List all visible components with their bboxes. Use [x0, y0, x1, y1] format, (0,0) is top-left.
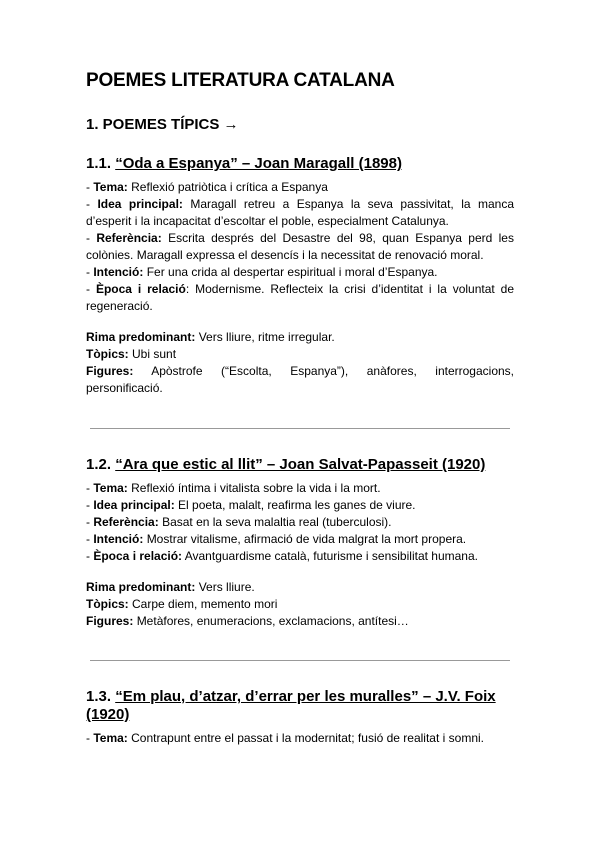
extra-label: Tòpics: — [86, 597, 129, 611]
field-label: Tema: — [93, 731, 128, 745]
field-tema: - Tema: Reflexió íntima i vitalista sobre la vida i la mort. — [86, 481, 381, 495]
field-intencio: - Intenció: Fer una crida al despertar espiritual i moral d’Espanya. — [86, 265, 438, 279]
field-text: El poeta, malalt, reafirma les ganes de viure. — [178, 498, 416, 512]
extra-figures — [86, 363, 514, 397]
extra-label: Tòpics: — [86, 347, 129, 361]
field-label: Època i relació — [95, 282, 186, 296]
extra-label: Figures: — [86, 364, 134, 378]
extra-text: Metàfores, enumeracions, exclamacions, antítesi… — [136, 614, 409, 628]
poem-title — [86, 155, 514, 173]
field-idea-principal: - Idea principal: Maragall retreu a Espanya la seva passivitat, la manca d’esperit i la incapacitat d’escoltar el poble, especialment Catalunya. — [86, 197, 515, 228]
poem-title-text: “Ara que estic al llit” – Joan Salvat-Papasseit (1920) — [115, 456, 486, 473]
field-text: Contrapunt entre el passat i la modernitat; fusió de realitat i somni. — [131, 731, 484, 745]
field-text: Reflexió íntima i vitalista sobre la vida i la mort. — [131, 481, 381, 495]
field-label: Tema: — [93, 481, 128, 495]
poem-section-3 — [86, 688, 514, 747]
field-tema: - Tema: Contrapunt entre el passat i la modernitat; fusió de realitat i somni. — [86, 731, 484, 745]
extra-text: Ubi sunt — [132, 347, 177, 361]
document-title: POEMES LITERATURA CATALANA — [86, 70, 395, 91]
field-label: Tema: — [93, 180, 128, 194]
field-label: Referència: — [93, 515, 159, 529]
field-text: Maragall retreu a Espanya la seva passivitat, la manca d’esperit i la incapacitat d’escoltar el poble, especialment Catalunya. — [86, 197, 515, 228]
poem-title-text: “Oda a Espanya” – Joan Maragall (1898) — [115, 155, 402, 172]
extra-rima — [86, 329, 514, 346]
field-idea-principal: - Idea principal: El poeta, malalt, reafirma les ganes de viure. — [86, 498, 416, 512]
field-text: Escrita després del Desastre del 98, quan Espanya perd les colònies. Maragall expressa el desencís i la necessitat de renovació moral. — [86, 231, 514, 262]
poem-number: 1.2. — [86, 456, 112, 473]
field-epoca: - Època i relació: Avantguardisme català, futurisme i sensibilitat humana. — [86, 549, 478, 563]
extra-text: Apòstrofe (“Escolta, Espanya”), anàfores, interrogacions, personificació. — [86, 364, 514, 395]
field-text: Fer una crida al despertar espiritual i moral d’Espanya. — [146, 265, 438, 279]
divider — [90, 660, 510, 661]
field-epoca: - Època i relació: Modernisme. Reflecteix la crisi d’identitat i la voluntat de regeneració. — [86, 282, 515, 313]
field-tema: - Tema: Reflexió patriòtica i crítica a Espanya — [86, 180, 328, 194]
extra-label: Rima predominant: — [86, 330, 196, 344]
field-text: Reflexió patriòtica i crítica a Espanya — [131, 180, 328, 194]
poem-number: 1.1. — [86, 155, 112, 172]
poem-section-2 — [86, 456, 514, 630]
poem-title-text: “Em plau, d’atzar, d’errar per les muralles” – J.V. Foix (1920) — [86, 688, 496, 723]
extra-text: Vers lliure, ritme irregular. — [198, 330, 335, 344]
field-label: Idea principal: — [93, 498, 175, 512]
divider — [90, 428, 510, 429]
field-text: Mostrar vitalisme, afirmació de vida malgrat la mort propera. — [146, 532, 467, 546]
extra-text: Vers lliure. — [198, 580, 255, 594]
field-referencia: - Referència: Escrita després del Desastre del 98, quan Espanya perd les colònies. Maragall expressa el desencís i la necessitat de renovació moral. — [86, 231, 514, 262]
extra-rima — [86, 579, 514, 596]
poem-number: 1.3. — [86, 688, 112, 705]
poem-title — [86, 456, 514, 474]
field-intencio: - Intenció: Mostrar vitalisme, afirmació de vida malgrat la mort propera. — [86, 532, 467, 546]
field-text: Basat en la seva malaltia real (tuberculosi). — [162, 515, 392, 529]
field-label: Intenció: — [93, 265, 144, 279]
extra-label: Rima predominant: — [86, 580, 196, 594]
poem-section-1 — [86, 155, 514, 397]
field-referencia: - Referència: Basat en la seva malaltia real (tuberculosi). — [86, 515, 392, 529]
field-label: Època i relació: — [93, 549, 183, 563]
extra-topics — [86, 596, 514, 613]
field-label: Intenció: — [93, 532, 144, 546]
extra-topics — [86, 346, 514, 363]
extra-label: Figures: — [86, 614, 134, 628]
field-label: Referència: — [96, 231, 162, 245]
extra-figures — [86, 613, 514, 630]
field-text: Avantguardisme català, futurisme i sensibilitat humana. — [184, 549, 478, 563]
extra-text: Carpe diem, memento mori — [132, 597, 278, 611]
poem-title — [86, 688, 514, 724]
field-label: Idea principal: — [97, 197, 183, 211]
field-text: : Modernisme. Reflecteix la crisi d’identitat i la voluntat de regeneració. — [86, 282, 515, 313]
section-title: 1. POEMES TÍPICS → — [86, 116, 239, 133]
